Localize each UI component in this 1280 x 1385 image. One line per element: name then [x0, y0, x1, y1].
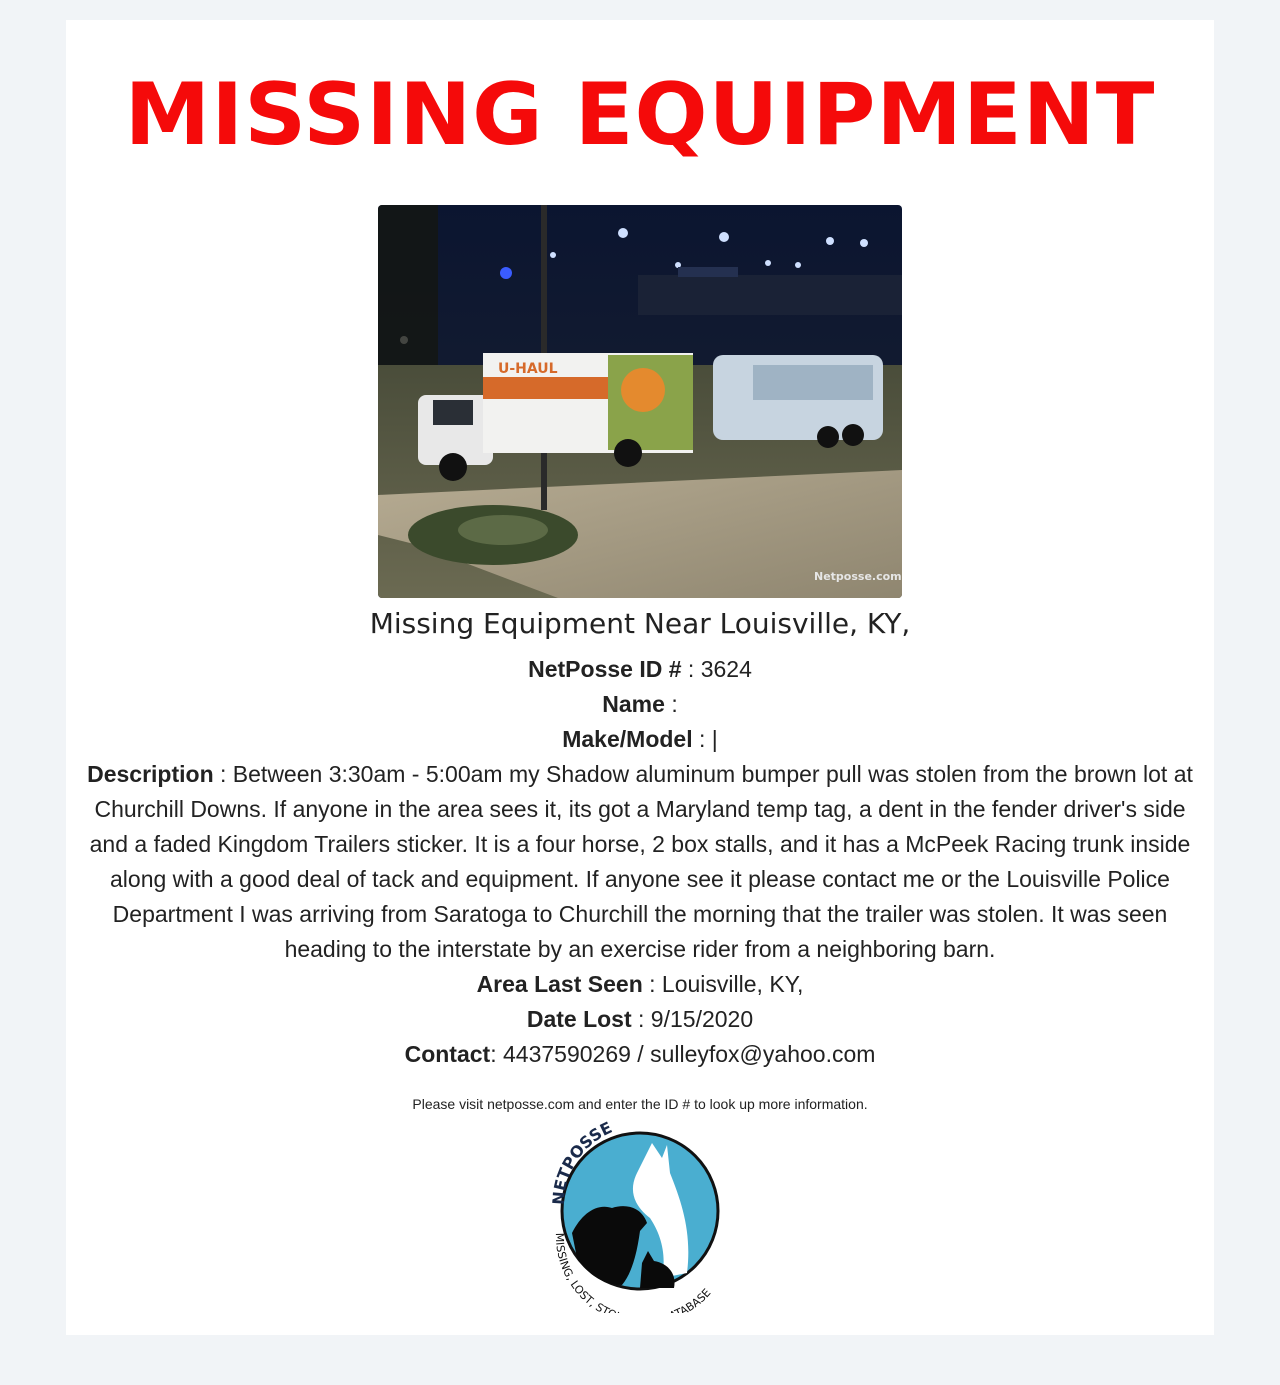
contact-value: : 4437590269 / sulleyfox@yahoo.com — [490, 1041, 876, 1067]
logo-bottom-text: MISSING, LOST, ST ABASE — [552, 1232, 714, 1313]
date-lost-value: : 9/15/2020 — [631, 1006, 754, 1032]
contact-row — [84, 1037, 1196, 1072]
make-model-value: : | — [692, 726, 718, 752]
name-value: : — [664, 691, 678, 717]
footer-note: Please visit netposse.com and enter the ID # to look up more information. — [412, 1096, 868, 1112]
photo-watermark: Netposse.com — [814, 570, 902, 583]
make-model-label: Make/Model — [562, 726, 693, 752]
date-lost-row — [84, 1002, 1196, 1037]
area-last-seen-label: Area Last Seen — [476, 971, 643, 997]
netposse-id-row — [84, 652, 1196, 687]
details-block — [84, 652, 1196, 1072]
name-label: Name — [602, 691, 665, 717]
truck-brand-text: U-HAUL — [498, 361, 558, 377]
flyer-card — [66, 20, 1214, 1335]
netposse-id-label: NetPosse ID # — [528, 656, 682, 682]
equipment-photo — [378, 205, 902, 598]
page-subtitle: Missing Equipment Near Louisville, KY, — [369, 607, 911, 640]
name-row — [84, 687, 1196, 722]
area-last-seen-row — [84, 967, 1196, 1002]
description-row — [84, 757, 1196, 967]
make-model-row — [84, 722, 1196, 757]
description-value: : Between 3:30am - 5:00am my Shadow aluminum bumper pull was stolen from the brown lot at Churchill Downs. If anyone in the area sees it, its got a Maryland temp tag, a dent in the fender driver's side and a faded Kingdom Trailers sticker. It is a four horse, 2 box stalls, and it has a McPeek Racing trunk inside along with a good deal of tack and equipment. If anyone see it please contact me or the Louisville Police Department I was arriving from Saratoga to Churchill the morning that the trailer was stolen. It was seen heading to the interstate by an exercise rider from a neighboring barn. — [89, 761, 1193, 962]
headline: MISSING EQUIPMENT — [124, 65, 1156, 165]
netposse-logo — [542, 1113, 738, 1313]
description-label: Description — [87, 761, 214, 787]
date-lost-label: Date Lost — [526, 1006, 632, 1032]
area-last-seen-value: : Louisville, KY, — [642, 971, 804, 997]
netposse-id-value: : 3624 — [681, 656, 752, 682]
logo-top-text: NETPOSSE — [548, 1117, 615, 1206]
contact-label: Contact — [404, 1041, 491, 1067]
